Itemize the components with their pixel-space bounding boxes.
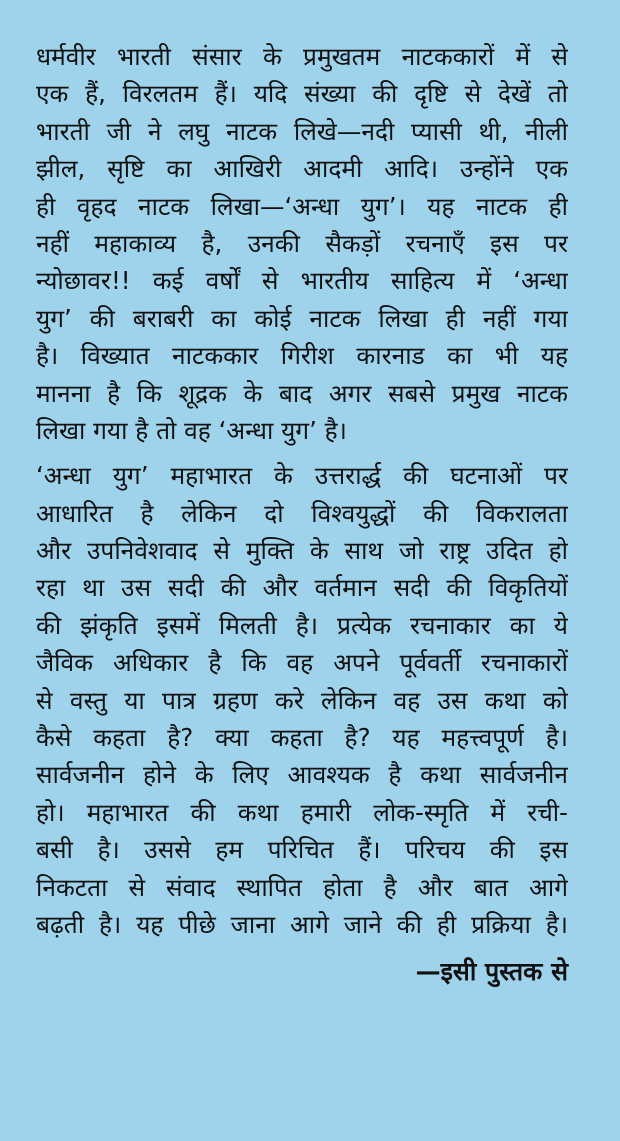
text-line: कैसे कहता है? क्या कहता है? यह महत्त्वपूर्ण है।	[36, 723, 568, 753]
text-line: ‘अन्धा युग’ महाभारत के उत्तरार्द्ध की घटनाओं पर	[36, 461, 568, 491]
text-line: आधारित है लेकिन दो विश्वयुद्धों की विकरालता	[36, 498, 568, 528]
text-line: झील, सृष्टि का आखिरी आदमी आदि। उन्होंने एक	[36, 154, 568, 184]
text-line: बढ़ती है। यह पीछे जाना आगे जाने की ही प्रक्रिया है।	[36, 909, 568, 939]
text-line: बसी है। उससे हम परिचित हैं। परिचय की इस	[36, 835, 568, 865]
text-line: से वस्तु या पात्र ग्रहण करे लेकिन वह उस कथा को	[36, 685, 568, 715]
text-line: नहीं महाकाव्य है, उनकी सैकड़ों रचनाएँ इस पर	[36, 228, 568, 258]
text-line: धर्मवीर भारती संसार के प्रमुखतम नाटककारों में से	[36, 42, 568, 71]
paragraph-2	[36, 457, 568, 943]
text-line: एक हैं, विरलतम हैं। यदि संख्या की दृष्टि से देखें तो	[36, 79, 568, 109]
book-excerpt	[36, 38, 568, 991]
paragraph-1	[36, 38, 568, 449]
text-line: युग’ की बराबरी का कोई नाटक लिखा ही नहीं गया	[36, 303, 568, 333]
text-line: मानना है कि शूद्रक के बाद अगर सबसे प्रमुख नाटक	[36, 378, 568, 408]
text-line: सार्वजनीन होने के लिए आवश्यक है कथा सार्वजनीन	[36, 760, 568, 790]
text-line: लिखा गया है तो वह ‘अन्धा युग’ है।	[36, 415, 347, 445]
text-line: है। विख्यात नाटककार गिरीश कारनाड का भी यह	[36, 341, 568, 371]
text-line: न्योछावर!! कई वर्षों से भारतीय साहित्य में ‘अन्धा	[36, 266, 568, 296]
text-line: जैविक अधिकार है कि वह अपने पूर्ववर्ती रचनाकारों	[36, 648, 568, 678]
text-line: निकटता से संवाद स्थापित होता है और बात आगे	[36, 872, 568, 902]
text-line: रहा था उस सदी की और वर्तमान सदी की विकृतियों	[36, 573, 568, 603]
text-line: हो। महाभारत की कथा हमारी लोक-स्मृति में रची-	[36, 797, 568, 827]
text-line: भारती जी ने लघु नाटक लिखे—नदी प्यासी थी, नीली	[36, 116, 568, 146]
text-line: और उपनिवेशवाद से मुक्ति के साथ जो राष्ट्र उदित हो	[36, 536, 568, 566]
attribution: —इसी पुस्तक से	[415, 957, 568, 987]
paragraph-gap	[36, 449, 568, 457]
text-line: की झंकृति इसमें मिलती है। प्रत्येक रचनाकार का ये	[36, 610, 568, 640]
text-line: ही वृहद नाटक लिखा—‘अन्धा युग’। यह नाटक ही	[36, 191, 568, 221]
